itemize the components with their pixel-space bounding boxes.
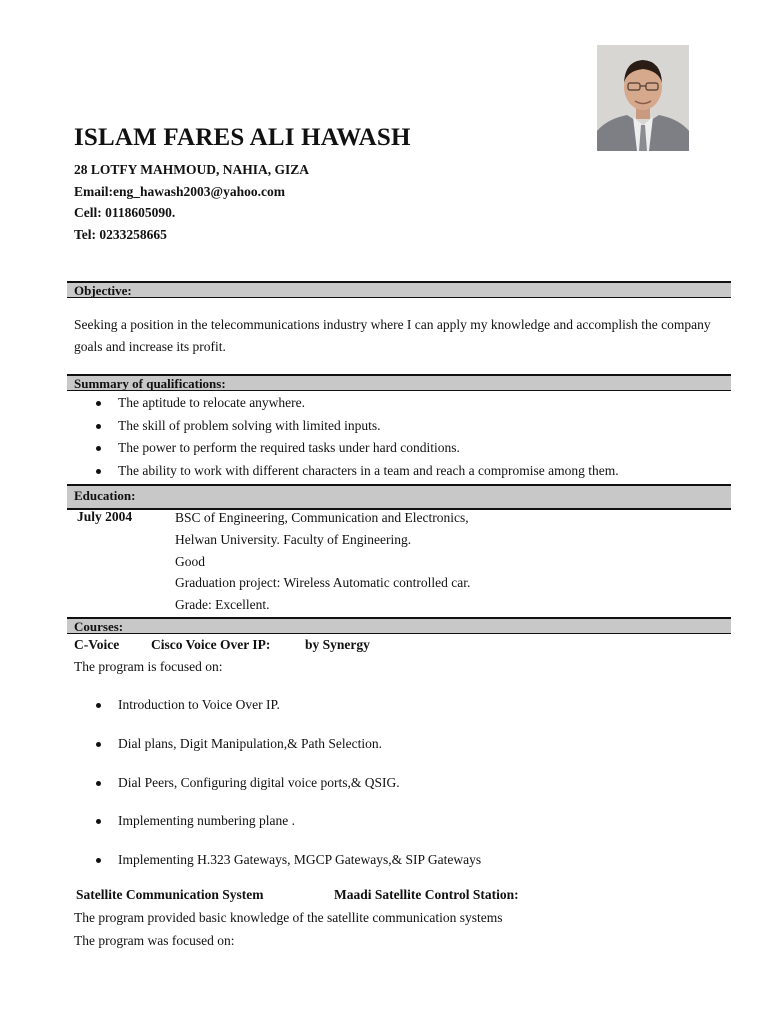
courses-header-bar [67, 617, 731, 634]
list-item: Introduction to Voice Over IP. [96, 695, 481, 734]
list-item: Dial plans, Digit Manipulation,& Path Selection. [96, 734, 481, 773]
course1-topics-list [96, 695, 481, 889]
profile-photo [597, 45, 689, 151]
objective-header-bar [67, 281, 731, 298]
qualifications-header-bar [67, 374, 731, 391]
list-item: The aptitude to relocate anywhere. [96, 393, 619, 416]
education-details [175, 507, 470, 616]
email: Email:eng_hawash2003@yahoo.com [74, 184, 285, 199]
course1-title: Cisco Voice Over IP: [151, 637, 271, 652]
education-line: Helwan University. Faculty of Engineering. [175, 531, 412, 547]
list-item: The skill of problem solving with limited inputs. [96, 416, 619, 439]
objective-text: Seeking a position in the telecommunications industry where I can apply my knowledge and accomplish the company goals and increase its profit. [74, 317, 711, 354]
objective-heading: Objective: [74, 283, 132, 298]
list-item: The power to perform the required tasks under hard conditions. [96, 438, 619, 461]
education-date: July 2004 [77, 509, 133, 524]
telephone: Tel: 0233258665 [74, 227, 167, 242]
list-item: Implementing numbering plane . [96, 811, 481, 850]
candidate-name: ISLAM FARES ALI HAWASH [74, 124, 411, 151]
course2-description: The program provided basic knowledge of the satellite communication systems [74, 910, 503, 925]
list-item: The ability to work with different characters in a team and reach a compromise among them. [96, 461, 619, 484]
courses-heading: Courses: [74, 619, 124, 634]
education-line: Grade: Excellent. [175, 597, 270, 613]
qualifications-list [96, 393, 619, 483]
course1-provider: by Synergy [305, 637, 370, 652]
course2-title: Satellite Communication System [76, 887, 264, 902]
course2-provider: Maadi Satellite Control Station: [334, 887, 519, 902]
education-line: BSC of Engineering, Communication and Electronics, [175, 510, 469, 525]
list-item: Implementing H.323 Gateways, MGCP Gateways,& SIP Gateways [96, 850, 481, 889]
address: 28 LOTFY MAHMOUD, NAHIA, GIZA [74, 162, 309, 177]
education-heading: Education: [74, 488, 136, 503]
course1-intro: The program is focused on: [74, 659, 223, 674]
course1-code: C-Voice [74, 637, 120, 652]
list-item: Dial Peers, Configuring digital voice ports,& QSIG. [96, 773, 481, 812]
course2-focus: The program was focused on: [74, 933, 235, 948]
cell-phone: Cell: 0118605090. [74, 205, 176, 220]
education-line: Graduation project: Wireless Automatic controlled car. [175, 575, 471, 591]
qualifications-heading: Summary of qualifications: [74, 376, 226, 391]
education-line: Good [175, 553, 205, 569]
